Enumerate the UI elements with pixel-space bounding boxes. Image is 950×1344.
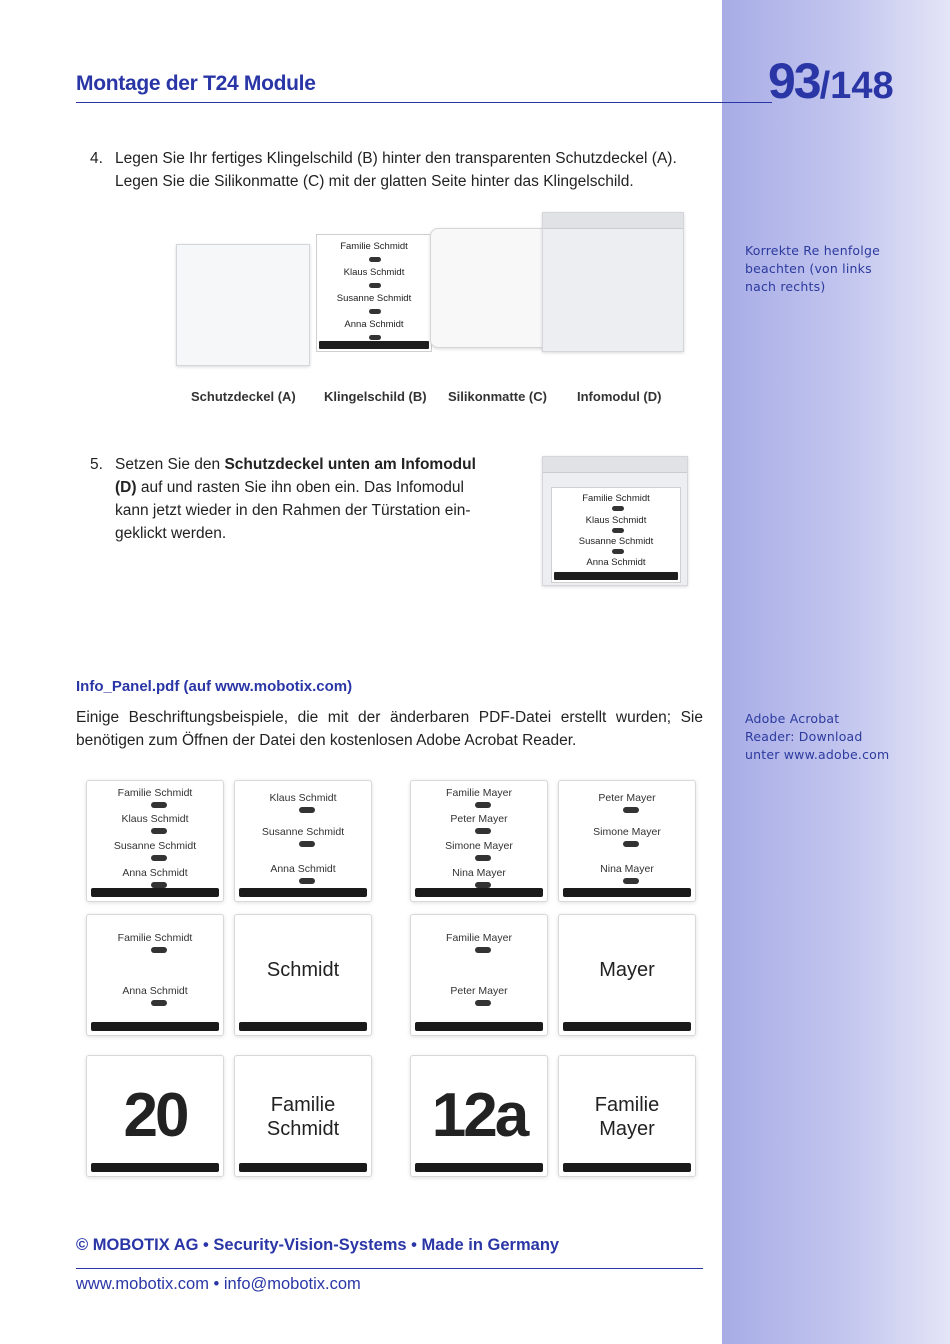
sample-footer (415, 1163, 543, 1172)
sample-panel (86, 914, 224, 1036)
bell-plate-key (612, 549, 624, 554)
bell-plate-name: Klaus Schmidt (343, 267, 405, 278)
sample-name: Klaus Schmidt (121, 813, 189, 825)
sample-key (151, 828, 167, 834)
sample-key (299, 878, 315, 884)
assembled-module-image (542, 456, 688, 586)
sample-key (623, 807, 639, 813)
sidenote-line: Adobe Acrobat (745, 711, 840, 726)
sample-name: Simone Mayer (445, 840, 513, 852)
sample-key (151, 947, 167, 953)
sample-footer (91, 888, 219, 897)
sample-big-name: Mayer (599, 959, 655, 981)
bell-plate-footer (554, 572, 678, 580)
sample-big-name: Familie (270, 1094, 336, 1116)
sample-panel (234, 1055, 372, 1177)
module-top-edge (543, 457, 687, 473)
sample-name: Familie Mayer (446, 787, 512, 799)
sample-key (475, 855, 491, 861)
footer-company: © MOBOTIX AG • Security-Vision-Systems • Made in Germany (76, 1236, 560, 1254)
bell-plate-key (612, 528, 624, 533)
sample-big-name: Mayer (599, 1118, 655, 1140)
sidenote-order (745, 242, 935, 296)
sample-footer (91, 1163, 219, 1172)
sample-footer (239, 1163, 367, 1172)
step-5-text: kann jetzt wieder in den Rahmen der Türstation ein- (115, 502, 471, 519)
sample-key (299, 841, 315, 847)
sample-name: Anna Schmidt (122, 867, 188, 879)
sample-name: Simone Mayer (593, 826, 661, 838)
bell-plate-key (369, 335, 381, 340)
sample-name: Susanne Schmidt (261, 826, 345, 838)
sample-name: Familie Schmidt (117, 932, 193, 944)
bell-plate-name: Susanne Schmidt (578, 536, 654, 547)
page-current: 93 (768, 53, 820, 109)
sample-key (623, 841, 639, 847)
info-module-image (542, 212, 684, 352)
sample-key (475, 828, 491, 834)
page-title: Montage der T24 Module (76, 72, 316, 95)
step-4 (90, 147, 710, 193)
sample-house-number: 20 (123, 1081, 187, 1150)
step-5-text: geklickt werden. (115, 525, 227, 542)
section-title: Info_Panel.pdf (auf www.mobotix.com) (76, 678, 353, 695)
sample-name: Klaus Schmidt (269, 792, 337, 804)
step-4-line-2: Legen Sie die Silikonmatte (C) mit der glatten Seite hinter das Klingelschild. (115, 173, 634, 190)
sample-panel (86, 780, 224, 902)
footer-rule (76, 1268, 703, 1269)
label-silicone-mat: Silikonmatte (C) (448, 389, 547, 404)
sample-footer (563, 1022, 691, 1031)
sample-panel (410, 1055, 548, 1177)
sample-name: Peter Mayer (450, 985, 508, 997)
bell-plate-name: Familie Schmidt (582, 493, 650, 504)
step-number: 5. (90, 456, 103, 473)
step-5-text: auf und rasten Sie ihn oben ein. Das Infomodul (136, 479, 464, 496)
step-5-text: Setzen Sie den (115, 456, 225, 473)
sample-key (299, 807, 315, 813)
sample-footer (91, 1022, 219, 1031)
header-rule (76, 102, 772, 103)
sample-name: Anna Schmidt (270, 863, 336, 875)
label-protective-cover: Schutzdeckel (A) (191, 389, 296, 404)
sample-panel (410, 914, 548, 1036)
page-number (768, 52, 894, 110)
bell-plate-key (369, 309, 381, 314)
sample-footer (563, 1163, 691, 1172)
sidenote-line: nach rechts) (745, 279, 826, 294)
sample-panel (234, 914, 372, 1036)
sample-panel (558, 780, 696, 902)
sample-key (151, 1000, 167, 1006)
sample-footer (415, 1022, 543, 1031)
sidenote-line: beachten (von links (745, 261, 872, 276)
sample-key (475, 1000, 491, 1006)
sample-key (475, 802, 491, 808)
sample-name: Susanne Schmidt (113, 840, 197, 852)
sample-footer (415, 888, 543, 897)
bell-plate-footer (319, 341, 429, 349)
sample-big-name: Familie (594, 1094, 660, 1116)
step-5-bold: Schutzdeckel unten am Infomodul (224, 456, 476, 473)
bell-plate-name: Susanne Schmidt (336, 293, 412, 304)
footer-contact: www.mobotix.com • info@mobotix.com (76, 1275, 361, 1293)
sidenote-line: unter www.adobe.com (745, 747, 890, 762)
bell-plate-name: Anna Schmidt (586, 557, 646, 568)
sample-name: Nina Mayer (600, 863, 654, 875)
bell-plate-name: Anna Schmidt (344, 319, 404, 330)
sample-big-name: Schmidt (266, 1118, 340, 1140)
sample-key (623, 878, 639, 884)
sample-panel (86, 1055, 224, 1177)
sample-key (151, 855, 167, 861)
bell-plate-key (369, 283, 381, 288)
sidenote-line: Korrekte Re henfolge (745, 243, 880, 258)
step-5-bold: (D) (115, 479, 137, 496)
sample-panel (558, 1055, 696, 1177)
step-number: 4. (90, 150, 103, 167)
sidenote-line: Reader: Download (745, 729, 863, 744)
sample-key (151, 802, 167, 808)
label-bell-plate: Klingelschild (B) (324, 389, 427, 404)
sample-name: Familie Schmidt (117, 787, 193, 799)
page-total: /148 (819, 65, 894, 107)
bell-plate-key (369, 257, 381, 262)
sample-house-number: 12a (431, 1081, 527, 1150)
sidenote-acrobat (745, 710, 935, 764)
sample-footer (239, 1022, 367, 1031)
sample-big-name: Schmidt (266, 959, 340, 981)
sample-name: Peter Mayer (598, 792, 656, 804)
sample-name: Anna Schmidt (122, 985, 188, 997)
section-paragraph: Einige Beschriftungsbeispiele, die mit der änderbaren PDF-Datei erstellt wurden; Sie benötigen zum Öffnen der Datei den kostenlosen Adobe Acrobat Reader. (76, 709, 703, 749)
assembled-bell-plate (551, 487, 681, 583)
sidebar-band (722, 0, 950, 1344)
sample-panel (234, 780, 372, 902)
sample-footer (239, 888, 367, 897)
bell-plate-name: Klaus Schmidt (585, 515, 647, 526)
step-4-line-1: Legen Sie Ihr fertiges Klingelschild (B) hinter den transparenten Schutzdeckel (A). (115, 150, 677, 167)
sample-name: Nina Mayer (452, 867, 506, 879)
bell-plate-image (316, 234, 432, 352)
sample-name: Familie Mayer (446, 932, 512, 944)
sample-name: Peter Mayer (450, 813, 508, 825)
protective-cover-image (176, 244, 310, 366)
step-5 (90, 453, 510, 547)
info-module-top-edge (543, 213, 683, 229)
bell-plate-name: Familie Schmidt (340, 241, 408, 252)
sample-footer (563, 888, 691, 897)
silicone-mat-image (430, 228, 560, 348)
sample-panel (558, 914, 696, 1036)
sample-key (475, 947, 491, 953)
bell-plate-key (612, 506, 624, 511)
label-info-module: Infomodul (D) (577, 389, 662, 404)
sample-panel (410, 780, 548, 902)
